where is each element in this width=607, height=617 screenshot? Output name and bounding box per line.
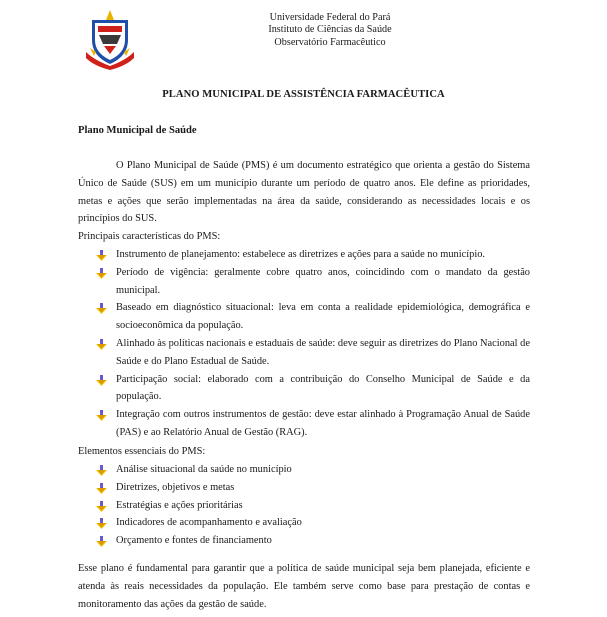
institute-name: Instituto de Ciências da Saúde: [268, 24, 392, 36]
down-arrow-bullet-icon: [96, 303, 107, 314]
list-item-text: Baseado em diagnóstico situacional: leva em conta a realidade epidemiológica, demográfica e socioeconômica da população.: [116, 302, 530, 332]
down-arrow-bullet-icon: [96, 465, 107, 476]
list-item: [78, 264, 530, 300]
document-title: PLANO MUNICIPAL DE ASSISTÊNCIA FARMACÊUTICA: [162, 89, 445, 100]
list-item: [78, 461, 530, 479]
observatory-name: Observatório Farmacêutico: [274, 36, 386, 48]
list-item: [78, 479, 530, 497]
down-arrow-bullet-icon: [96, 250, 107, 261]
list-item-text: Alinhado às políticas nacionais e estaduais de saúde: deve seguir as diretrizes do Plano Nacional de Saúde e do Plano Estadual de Saúde.: [116, 337, 530, 367]
list-item: [78, 246, 530, 264]
down-arrow-bullet-icon: [96, 410, 107, 421]
list-item-text: Instrumento de planejamento: estabelece as diretrizes e ações para a saúde no município.: [116, 249, 486, 260]
down-arrow-bullet-icon: [96, 518, 107, 529]
down-arrow-bullet-icon: [96, 375, 107, 386]
list-item: [78, 532, 530, 550]
list-item: [78, 335, 530, 371]
list-item-text: Indicadores de acompanhamento e avaliação: [116, 517, 302, 529]
section-title: Plano Municipal de Saúde: [78, 125, 197, 136]
down-arrow-bullet-icon: [96, 536, 107, 547]
down-arrow-bullet-icon: [96, 501, 107, 512]
elements-list: [78, 461, 530, 550]
list-item-text: Diretrizes, objetivos e metas: [116, 481, 235, 493]
list-item: [78, 371, 530, 407]
list-item-text: Estratégias e ações prioritárias: [116, 499, 243, 511]
list-item: [78, 497, 530, 515]
intro-paragraph: O Plano Municipal de Saúde (PMS) é um documento estratégico que orienta a gestão do Sistema Único de Saúde (SUS) em um município durante um período de quatro anos. Ele define as prioridades, metas e ações que serão implementadas na área da saúde, considerando as necessidades locais e os princípios do SUS.: [78, 160, 530, 225]
down-arrow-bullet-icon: [96, 268, 107, 279]
institution-header: [230, 12, 430, 49]
list-item-text: Orçamento e fontes de financiamento: [116, 535, 272, 547]
university-seal-icon: [84, 8, 136, 70]
down-arrow-bullet-icon: [96, 483, 107, 494]
list-item: [78, 299, 530, 335]
list-item-text: Participação social: elaborado com a contribuição do Conselho Municipal de Saúde e da população.: [116, 373, 530, 403]
list-item-text: Período de vigência: geralmente cobre quatro anos, coincidindo com o mandato da gestão municipal.: [116, 266, 530, 296]
list-item-text: Análise situacional da saúde no município: [116, 464, 292, 475]
elements-label: Elementos essenciais do PMS:: [78, 446, 206, 457]
characteristics-list: [78, 246, 530, 442]
list-item-text: Integração com outros instrumentos de gestão: deve estar alinhado à Programação Anual de Saúde (PAS) e ao Relatório Anual de Gestão (RAG).: [116, 409, 530, 438]
list-item: [78, 514, 530, 532]
characteristics-label: Principais características do PMS:: [78, 231, 221, 242]
list-item: [78, 406, 530, 442]
closing-paragraph: Esse plano é fundamental para garantir que a política de saúde municipal seja bem planejada, eficiente e atenda às reais necessidades da população. Ele também serve como base para prestação de contas e monitoramento das ações da gestão de saúde.: [78, 563, 530, 610]
down-arrow-bullet-icon: [96, 339, 107, 350]
university-name: Universidade Federal do Pará: [269, 12, 391, 23]
